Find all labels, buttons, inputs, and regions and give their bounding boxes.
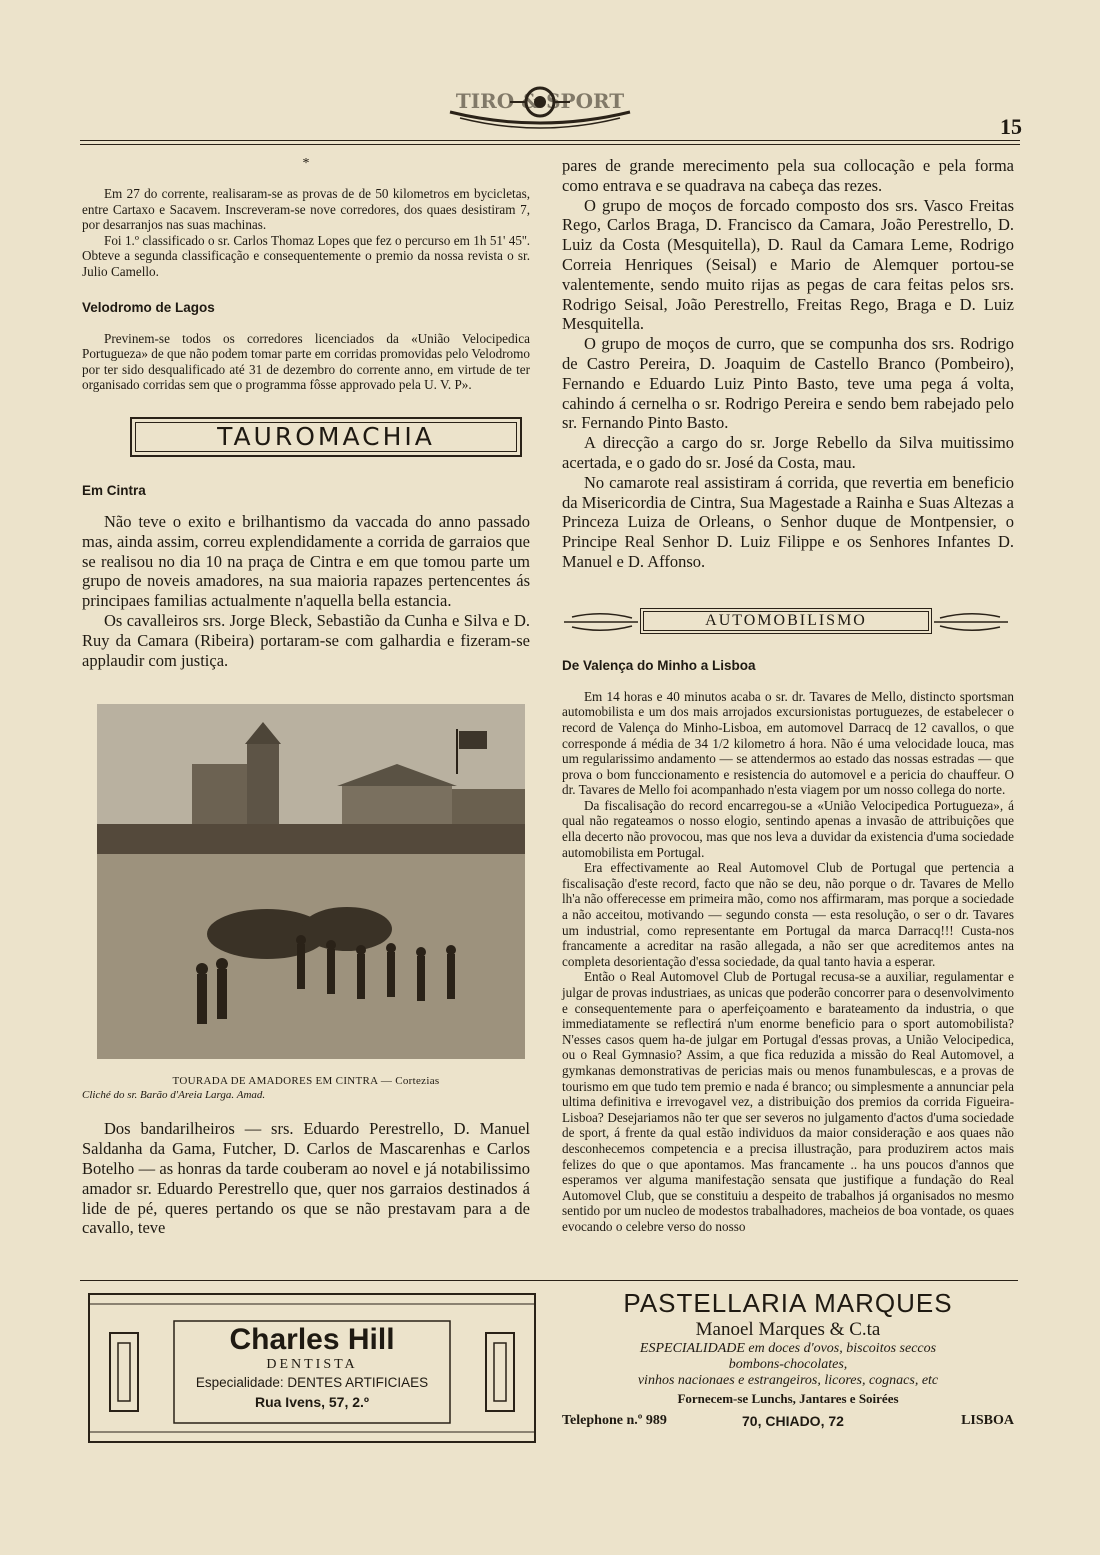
valenca-paragraph-3: Era effectivamente ao Real Automovel Club de Portugal que pertencia a fiscalisação d'este record, facto que não se deu, não porque o dr. Tavares de Mello lh'a não offerecesse em primeira mão, como nos affirmaram, mas porque a sociedade a não acceitou, motivando — segundo consta — esta resolução, o ser o dr. Tavares um industrial, como representante em Portugal da marca Darracq!!! Custa-nos francamente a acreditar na rasão allegada, a não ser que acreditemos antes na completa desorientação d'essa sociedade, da qual tanto havia a esperar. — [562, 860, 1014, 969]
bullfight-photo — [97, 704, 525, 1059]
velodromo-paragraph: Previnem-se todos os corredores licenciados da «União Velocipedica Portugueza» de que não podem tomar parte em corridas promovidas pelo Velodromo por ter sido desqualificado até 31 de dezembro do corrente anno, em virtude de ter organisado corridas sem que o programma fôsse approvado pela U. V. P». — [82, 330, 530, 393]
advert-rule — [80, 1280, 1018, 1281]
forcados-paragraph-5: No camarote real assistiram á corrida, que revertia em beneficio da Misericordia de Cintra, Sua Magestade a Rainha e Suas Altezas a Princeza Luiza de Orleans, o Senhor duque de Montpensier, o Principe Real Senhor D. Luiz Filippe e os Senhores Infantes D. Manuel e D. Affonso. — [562, 472, 1014, 571]
forcados-paragraph-1: pares de grande merecimento pela sua collocação e pela forma como entrava e se quadrava na cabeça das rezes. — [562, 156, 1014, 195]
velodromo-heading: Velodromo de Lagos — [82, 299, 215, 315]
pastry-advert — [562, 1288, 1014, 1448]
section-star: * — [302, 156, 310, 171]
pastry-name: PASTELLARIA MARQUES — [623, 1288, 953, 1318]
left-flourish-icon — [562, 608, 640, 636]
pastry-line-1: ESPECIALIDADE em doces d'ovos, biscoitos seccos — [639, 1341, 937, 1356]
right-column — [562, 150, 1014, 1235]
tauromachia-title: TAUROMACHIA — [217, 421, 435, 451]
forcados-paragraph-3: O grupo de moços de curro, que se compunha dos srs. Rodrigo de Castro Pereira, D. Joaquim de Castello Branco (Pombeiro), Fernando e Eduardo Luiz Pinto Basto, teve uma pega á volta, cahindo á cernelha o sr. Rodrigo Pereira e sendo bem rabejado pelo sr. Fernando Pinto Basto. — [562, 334, 1014, 433]
pastry-owner: Manoel Marques & C.ta — [695, 1319, 881, 1340]
forcados-paragraph-2: O grupo de moços de forcado composto dos srs. Vasco Freitas Rego, Carlos Braga, D. Francisco da Camara, João Perestrello, D. Luiz da Costa (Mesquitella), D. Raul da Camara Leme, Rodrigo Correia Henriques (Seisal) e Mario de Alemquer portou-se valentemente, sendo muito rijas as pegas de cara feitas pelos srs. Rodrigo Seisal, João Perestrello, Freitas Rego, Braga e D. Luiz Mesquitella. — [562, 195, 1014, 334]
dentist-advert — [88, 1293, 536, 1443]
automobilismo-title: AUTOMOBILISMO — [705, 611, 867, 629]
cycling-paragraph-1: Em 27 do corrente, realisaram-se as provas de de 50 kilometros em bycicletas, entre Cartaxo e Sacavem. Inscreveram-se nove corredores, dos quaes desistiram 7, por desarranjos nas suas machinas. — [82, 186, 530, 233]
dentist-specialty: Especialidade: DENTES ARTIFICIAES — [195, 1375, 429, 1390]
left-column — [82, 150, 530, 1238]
pastry-line-3: vinhos nacionaes e estrangeiros, licores, cognacs, etc — [637, 1373, 939, 1388]
pastry-line-4: Fornecem-se Lunchs, Jantares e Soirées — [677, 1391, 899, 1406]
tauromachia-banner — [120, 413, 532, 461]
bullfight-photo-image — [97, 704, 525, 1059]
cintra-paragraph-2: Os cavalleiros srs. Jorge Bleck, Sebastião da Cunha e Silva e D. Ruy da Camara (Ribeira) portaram-se com galhardia e fizeram-se applaudir com justiça. — [82, 610, 530, 670]
pastry-phone: Telephone n.º 989 — [562, 1413, 667, 1428]
bandarilheiros-paragraph: Dos bandarilheiros — srs. Eduardo Perestrello, D. Manuel Saldanha da Gama, Futcher, D. Carlos de Mascarenhas e Carlos Botelho — as honras da tarde couberam ao novel e já notabilissimo amador sr. Eduardo Perestrello que, quer nos garraios destinados á lide de pé, queres pertando os que se não prestavam para a de cavallo, teve — [82, 1119, 530, 1238]
page-number: 15 — [1000, 114, 1022, 139]
dentist-address: Rua Ivens, 57, 2.º — [254, 1394, 370, 1410]
header-rule-2 — [80, 144, 1020, 145]
right-flourish-icon — [932, 608, 1010, 636]
cintra-paragraph-1: Não teve o exito e brilhantismo da vaccada do anno passado mas, ainda assim, correu explendidamente a corrida de garraios que se realisou no dia 10 na praça de Cintra e em que tomou parte um grupo de noveis amadores, na sua maioria rapazes pertencentes ás principaes familias actualmente n'aquella bella estancia. — [82, 511, 530, 611]
masthead-logo — [440, 72, 640, 132]
cintra-heading: Em Cintra — [82, 482, 146, 498]
cycling-paragraph-2: Foi 1.º classificado o sr. Carlos Thomaz Lopes que fez o percurso em 1h 51' 45''. Obteve a segunda classificação e consequentemente o premio da nossa revista o sr. Julio Camello. — [82, 232, 530, 279]
pastry-address: 70, CHIADO, 72 — [742, 1413, 844, 1429]
masthead-text: TIRO & SPORT — [455, 89, 625, 113]
photo-caption: TOURADA DE AMADORES EM CINTRA — Cortezias — [172, 1075, 440, 1088]
forcados-paragraph-4: A direcção a cargo do sr. Jorge Rebello da Silva muitissimo acertada, e o gado do sr. José da Costa, mau. — [562, 433, 1014, 472]
pastry-city: LISBOA — [961, 1413, 1014, 1428]
valenca-heading: De Valença do Minho a Lisboa — [562, 657, 756, 673]
pastry-line-2: bombons-chocolates, — [728, 1357, 848, 1372]
automobilismo-banner — [562, 608, 1014, 636]
header-rule — [80, 140, 1020, 141]
valenca-paragraph-2: Da fiscalisação do record encarregou-se a «União Velocipedica Portugueza», á qual não regateamos o nosso elogio, sentindo apenas a invasão de attribuições que ella decerto não provocou, mas que nos leva a duvidar da existencia d'uma sociedade automobilista em Portugal. — [562, 797, 1014, 860]
dentist-title: DENTISTA — [266, 1357, 358, 1372]
valenca-paragraph-4: Então o Real Automovel Club de Portugal recusa-se a auxiliar, regulamentar e julgar de provas industriaes, as unicas que poderão concorrer para o desenvolvimento e consequentemente para o aperfeiçoamento e barateamento da industria, o que immediatamente se reflectirá n'um enorme beneficio para o sport automobilista? N'esses casos quem ha-de julgar em Portugal d'essas provas, a União Velocipedica, ou o Real Gymnasio? Assim, a que fica reduzida a missão do Real Automovel, a gymkanas demonstrativas de pericias mais ou menos funambulescas, e a provas de tourismo em que tudo tem premio e nada é branco; ou simplesmente a annunciar pela ultima definitiva e irrevogavel vez, a distribuição dos premios da corrida Figueira-Lisboa? Desejariamos não ter que ser severos no julgamento d'actos d'uma sociedade de sport, á frente da qual estão individuos da maior consideração e aos quaes não desconhecemos competencia e a precisa illustração, para produzirem actos mais felizes do que o que apontamos. Mas francamente .. ha uns poucos d'annos que esperamos ver alguma manifestação sensata que justifique a fundação do Real Automovel Club, que se constituiu a despeito de trabalhos já organisados no mesmo sentido por um nucleo de modestos trabalhadores, macheios de boa vontade, os quaes evocando o celebre verso do nosso — [562, 969, 1014, 1234]
valenca-paragraph-1: Em 14 horas e 40 minutos acaba o sr. dr. Tavares de Mello, distincto sportsman automobilista e um dos mais arrojados excursionistas portuguezes, de estabelecer o record de Valença do Minho-Lisboa, em automovel Darracq de 12 cavallos, o que corresponde á média de 34 1/2 kilometro á hora. Não é uma velocidade louca, mas um regularissimo andamento — se attendermos ao estado das nossas estradas — que prova o bom funccionamento e resistencia do automovel e a pericia do chauffeur. O dr. Tavares de Mello foi acompanhado n'esta viagem por um nosso collega do norte. — [562, 688, 1014, 798]
photo-credit: Cliché do sr. Barão d'Areia Larga. Amad. — [82, 1089, 266, 1102]
dentist-name: Charles Hill — [229, 1323, 395, 1356]
